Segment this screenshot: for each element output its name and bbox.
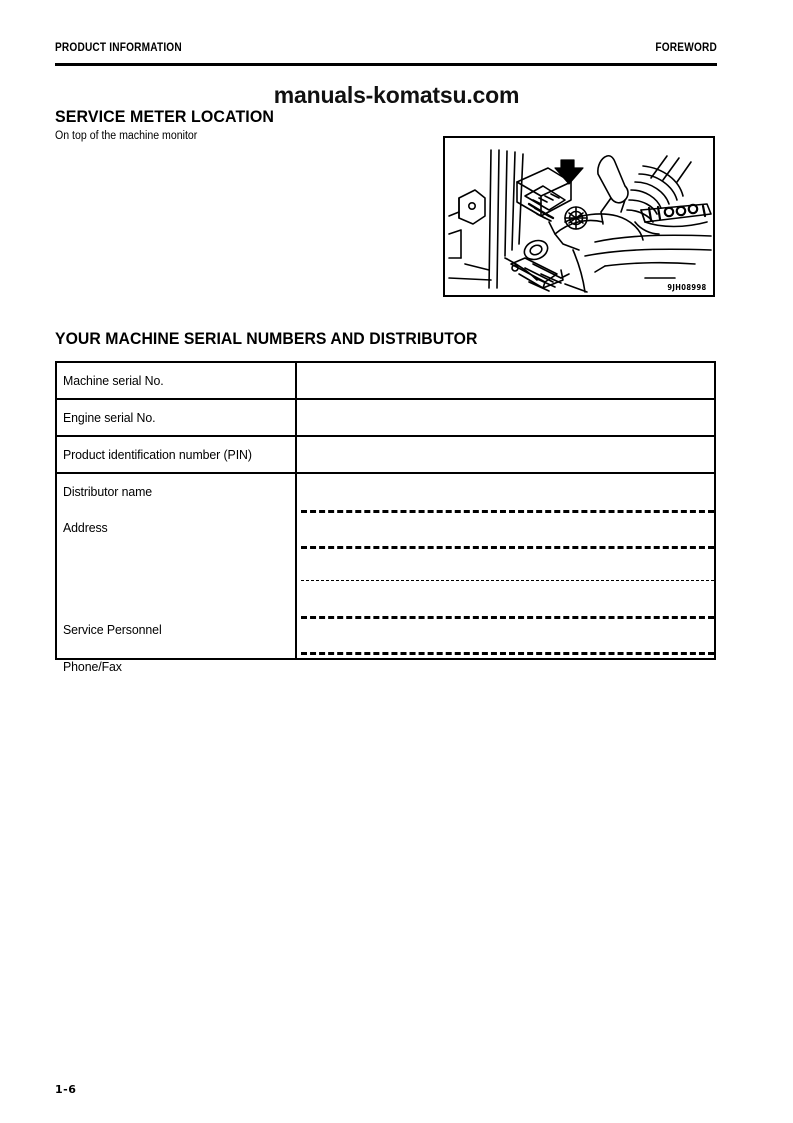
row-label-pin	[57, 437, 297, 472]
row-value-engine-serial[interactable]	[297, 400, 714, 435]
service-meter-figure	[443, 136, 715, 297]
service-meter-subtitle: On top of the machine monitor	[55, 130, 198, 142]
row-label-address: Address	[63, 520, 108, 535]
fill-in-line[interactable]	[301, 510, 714, 513]
fill-in-line[interactable]	[301, 546, 714, 549]
page-header	[55, 42, 717, 64]
table-row	[57, 363, 714, 400]
figure-code-label: 9JH08998	[667, 283, 707, 292]
service-meter-heading: SERVICE METER LOCATION	[55, 107, 275, 126]
fill-in-line[interactable]	[301, 652, 714, 655]
fill-in-line[interactable]	[301, 616, 714, 619]
header-left-title: PRODUCT INFORMATION	[55, 42, 182, 54]
row-value-pin[interactable]	[297, 437, 714, 472]
table-row	[57, 437, 714, 474]
row-label-phone-fax: Phone/Fax	[63, 659, 122, 674]
header-divider-rule	[55, 63, 717, 66]
table-row	[57, 400, 714, 437]
cab-interior-illustration	[445, 138, 713, 295]
distributor-labels-cell	[57, 474, 297, 674]
serial-numbers-table	[55, 361, 716, 674]
fill-in-line[interactable]	[301, 580, 714, 581]
distributor-fill-in-cell[interactable]	[297, 474, 714, 658]
row-label-text: Machine serial No.	[63, 373, 164, 388]
header-right-title: FOREWORD	[655, 42, 717, 54]
watermark-text: manuals-komatsu.com	[273, 82, 520, 108]
row-label-engine-serial	[57, 400, 297, 435]
page-number-footer: 1-6	[55, 1083, 77, 1096]
row-value-machine-serial[interactable]	[297, 363, 714, 398]
row-label-text: Engine serial No.	[63, 410, 156, 425]
serial-numbers-heading: YOUR MACHINE SERIAL NUMBERS AND DISTRIBUTOR	[55, 329, 478, 348]
row-label-distributor-name: Distributor name	[63, 484, 153, 499]
row-label-machine-serial	[57, 363, 297, 398]
row-label-text: Product identification number (PIN)	[63, 447, 252, 462]
row-label-service-personnel: Service Personnel	[63, 622, 162, 637]
table-row-distributor-block	[57, 474, 714, 674]
